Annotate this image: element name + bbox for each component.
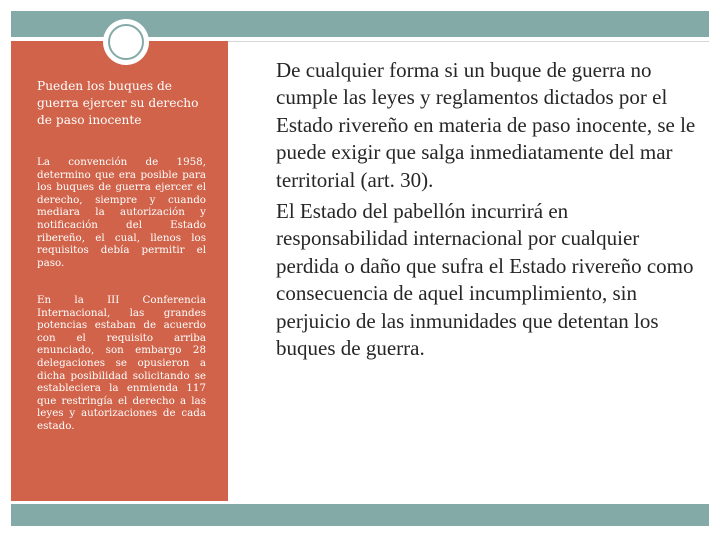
side-panel-heading: Pueden los buques de guerra ejercer su derecho de paso inocente (37, 79, 199, 127)
circle-ring-icon (108, 24, 144, 60)
side-panel-paragraph-1958: La convención de 1958, determino que era posible para los buques de guerra ejercer el derecho, siempre y cuando mediara la autorización y notificación del Estado ribereño, el cual, llenos los requisitos debía permitir el paso. (37, 156, 206, 269)
bullet-item-responsabilidad-internacional (256, 198, 696, 362)
bullet-text: El Estado del pabellón incurrirá en responsabilidad internacional por cualquier perdida o daño que sufra el Estado rivereño como consecuencia de aquel incumplimiento, sin perjuicio de las inmunidades que detentan los buques de guerra. (276, 199, 694, 361)
main-bullet-list (256, 57, 696, 366)
bullet-text: De cualquier forma si un buque de guerra no cumple las leyes y reglamentos dictados por el Estado rivereño en materia de paso inocente, se le puede exigir que salga inmediatamente del mar territorial (art. 30). (276, 58, 696, 192)
header-divider (228, 41, 709, 42)
side-panel-paragraph-iii-conferencia: En la III Conferencia Internacional, las grandes potencias estaban de acuerdo con el requisito arriba enunciado, son embargo 28 delegaciones se opusieron a dicha posibilidad solicitando se estableciera la enmienda 117 que restringía el derecho a las leyes y autorizaciones de cada estado. (37, 294, 206, 432)
bottom-decorative-band (11, 504, 709, 526)
bullet-item-salida-mar-territorial (256, 57, 696, 194)
